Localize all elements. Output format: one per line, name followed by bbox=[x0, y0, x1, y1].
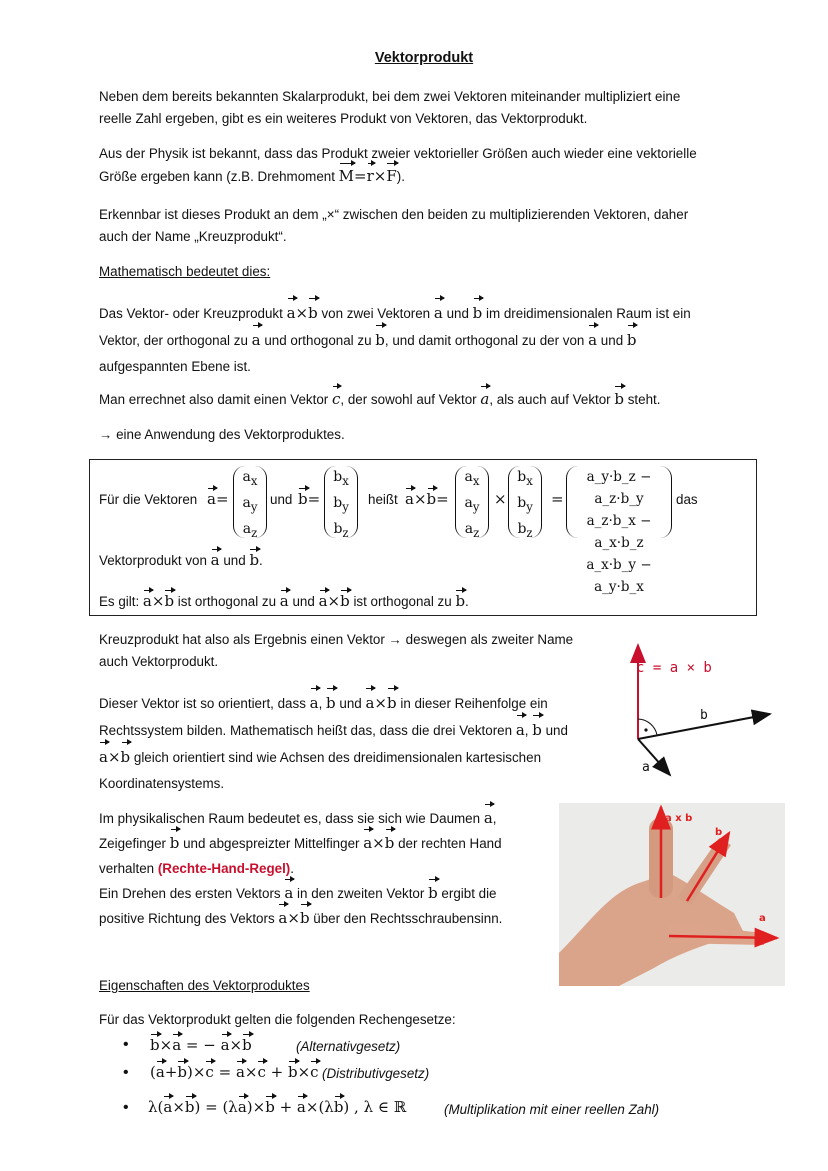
box-line-3: Es gilt: a×b ist orthogonal zu a und a×b ist orthogonal zu b. bbox=[99, 592, 469, 610]
svg-text:b: b bbox=[715, 827, 723, 838]
matrix-b-2: $b_x$ $b_y$ $b_z$ bbox=[508, 466, 542, 538]
right-hand-photo bbox=[559, 803, 785, 986]
vector-a-eq: a= bbox=[207, 490, 229, 508]
intro-paragraph-2: Aus der Physik ist bekannt, dass das Produkt zweier vektorieller Größen auch wieder eine vektorielle Größe ergeben kann (z.B. Drehmoment M=r×F). bbox=[99, 146, 697, 185]
fig-label-a: a bbox=[642, 760, 650, 775]
result-z: a_x·b_y − a_y·b_x bbox=[586, 557, 652, 595]
law-2-name: (Distributivgesetz) bbox=[322, 1066, 430, 1081]
law-3-name: (Multiplikation mit einer reellen Zahl) bbox=[444, 1102, 660, 1117]
cross-eq: a×b= bbox=[405, 490, 449, 508]
properties-intro: Für das Vektorprodukt gelten die folgenden Rechengesetze: bbox=[99, 1012, 456, 1027]
section-heading-math: Mathematisch bedeutet dies: bbox=[99, 264, 271, 279]
compute-paragraph: Man errechnet also damit einen Vektor c, der sowohl auf Vektor a, als auch auf Vektor b steht. bbox=[99, 390, 661, 408]
hand-paragraph: Im physikalischen Raum bedeutet es, dass sie sich wie Daumen a, Zeigefinger b und abgespreizter Mittelfinger a×b der rechten Hand verhalten (Rechte-Hand-Regel). Ein Drehen des ersten Vektors a in den zweiten Vektor b ergibt die positive Richtung des Vektors a×b über den Rechtsschraubensinn. bbox=[99, 806, 502, 931]
result-x: a_y·b_z − a_z·b_y bbox=[586, 469, 652, 507]
fig-label-b: b bbox=[700, 708, 708, 723]
law-1-name: (Alternativgesetz) bbox=[296, 1039, 401, 1054]
right-hand-rule: (Rechte-Hand-Regel) bbox=[157, 861, 291, 876]
matrix-result bbox=[566, 466, 672, 595]
box-und: und bbox=[270, 492, 293, 507]
box-heisst: heißt bbox=[368, 492, 398, 507]
box-for-label: Für die Vektoren bbox=[99, 492, 198, 507]
law-2-formula: (a+b)×c = a×c + b×c bbox=[150, 1063, 319, 1081]
page-title: Vektorprodukt bbox=[374, 50, 474, 66]
fig-label-c: c = a × b bbox=[636, 660, 712, 676]
matrix-a bbox=[233, 466, 267, 538]
box-line-2: Vektorprodukt von a und b. bbox=[99, 551, 263, 569]
cross-paragraph: Kreuzprodukt hat also als Ergebnis einen Vektor → deswegen als zweiter Name auch Vektorprodukt. bbox=[99, 632, 574, 669]
intro-paragraph-3: Erkennbar ist dieses Produkt an dem „×“ zwischen den beiden zu multiplizierenden Vektoren, daher auch der Name „Kreuzprodukt“. bbox=[99, 207, 689, 244]
vector-b-eq: b= bbox=[298, 490, 321, 508]
matrix-b: $b_x$ $b_y$ $b_z$ bbox=[324, 466, 358, 538]
coordinate-figure bbox=[620, 635, 800, 785]
torque-formula: M=r×F bbox=[338, 167, 397, 185]
a-x: $a_x$ bbox=[242, 469, 258, 488]
svg-text:a x b: a x b bbox=[665, 813, 693, 824]
right-angle-arc bbox=[638, 719, 657, 735]
bullet-3: • bbox=[123, 1099, 129, 1116]
section-heading-properties: Eigenschaften des Vektorproduktes bbox=[99, 978, 310, 993]
a-z: $a_z$ bbox=[242, 520, 258, 540]
times-sign: × bbox=[494, 490, 507, 508]
a-y: $a_y$ bbox=[242, 494, 258, 514]
svg-text:a: a bbox=[759, 913, 766, 924]
bullet-2: • bbox=[123, 1064, 129, 1081]
result-y: a_z·b_x − a_x·b_z bbox=[586, 513, 652, 551]
bullet-1: • bbox=[123, 1036, 129, 1053]
law-3-formula: λ(a×b) = (λa)×b + a×(λb) , λ ∈ ℝ bbox=[148, 1098, 407, 1116]
box-das: das bbox=[676, 492, 698, 507]
equals-sign: = bbox=[551, 490, 564, 508]
matrix-a-2: $a_x$ $a_y$ $a_z$ bbox=[455, 466, 489, 538]
intro-paragraph-1: Neben dem bereits bekannten Skalarprodukt, bei dem zwei Vektoren miteinander multipliziert eine reelle Zahl ergeben, gibt es ein weiteres Produkt von Vektoren, das Vektorprodukt. bbox=[99, 89, 681, 126]
orientation-paragraph: Dieser Vektor ist so orientiert, dass a, b und a×b in dieser Reihenfolge ein Rechtssystem bilden. Mathematisch heißt das, dass die drei Vektoren a, b und a×b gleich orientiert sind wie Achsen des dreidimensionalen kartesischen Koordinatensystems. bbox=[99, 690, 568, 797]
application-note: → eine Anwendung des Vektorproduktes. bbox=[99, 427, 345, 442]
definition-paragraph: Das Vektor- oder Kreuzprodukt a×b von zwei Vektoren a und b im dreidimensionalen Raum ist ein Vektor, der orthogonal zu a und orthogonal zu b, und damit orthogonal zu der von a und b aufgespannten Ebene ist. bbox=[99, 300, 691, 380]
law-1-formula: b×a = − a×b bbox=[150, 1036, 252, 1054]
